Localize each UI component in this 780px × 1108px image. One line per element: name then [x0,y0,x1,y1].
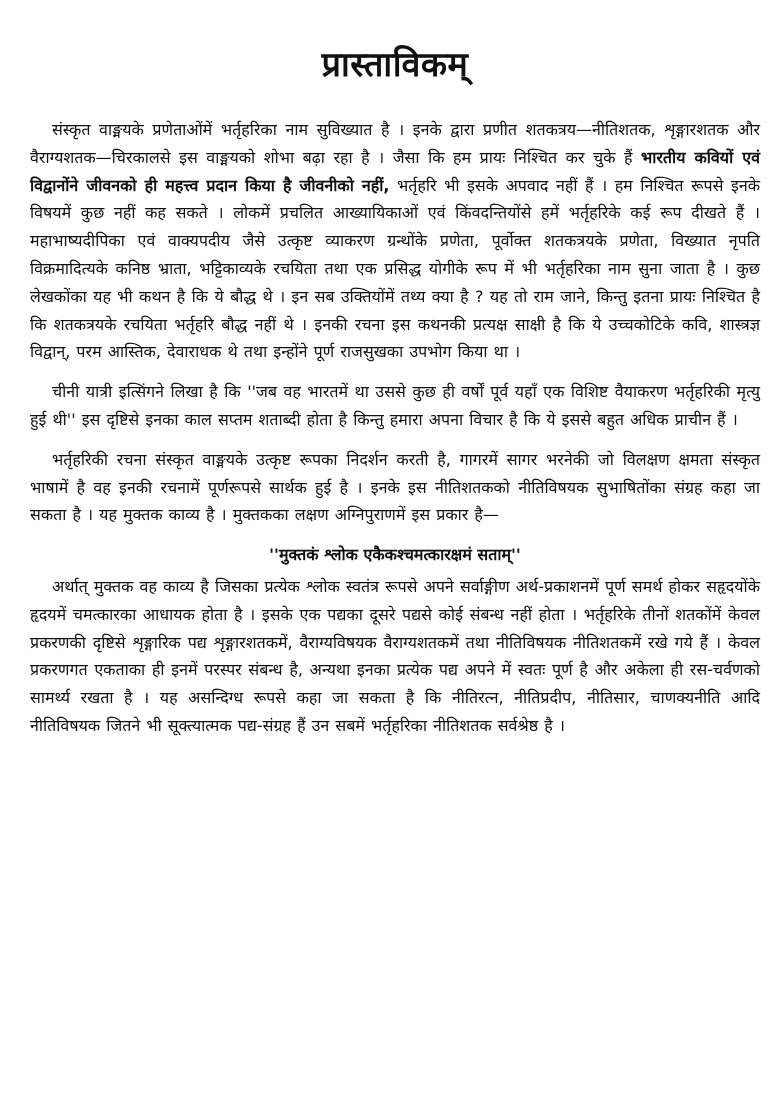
paragraph-text: भर्तृहरि भी इसके अपवाद नहीं हैं । हम निश्चित रूपसे इनके विषयमें कुछ नहीं कह सकते । लोकमें प्रचलित आख्यायिकाओं एवं किंवदन्तियोंसे हमें भर्तृहरिके कई रूप दीखते हैं । महाभाष्यदीपिका एवं वाक्यपदीय जैसे उत्कृष्ट व्याकरण ग्रन्थोंके प्रणेता, पूर्वोक्त शतकत्रयके प्रणेता, विख्यात नृपति विक्रमादित्यके कनिष्ठ भ्राता, भट्टिकाव्यके रचयिता तथा एक प्रसिद्ध योगीके रूप में भी भर्तृहरिका नाम सुना जाता है । कुछ लेखकोंका यह भी कथन है कि ये बौद्ध थे । इन सब उक्तियोंमें तथ्य क्या है ? यह तो राम जाने, किन्तु इतना प्रायः निश्चित है कि शतकत्रयके रचयिता भर्तृहरि बौद्ध नहीं थे । इनकी रचना इस कथनकी प्रत्यक्ष साक्षी है कि ये उच्चकोटिके कवि, शास्त्रज्ञ विद्वान्, परम आस्तिक, देवाराधक थे तथा इन्होंने पूर्ण राजसुखका उपभोग किया था । [30,175,761,362]
paragraph-text: संस्कृत वाङ्मयके प्रणेताओंमें भर्तृहरिका नाम सुविख्यात है । इनके द्वारा प्रणीत शतकत्रय—नीतिशतक, शृङ्गारशतक और वैराग्यशतक—चिरकालसे इस वाङ्मयको शोभा बढ़ा रहा है । जैसा कि हम प्रायः निश्चित कर चुके हैं [30,120,760,167]
paragraph-introduction [30,116,760,366]
paragraph-muktaka: भर्तृहरिकी रचना संस्कृत वाङ्मयके उत्कृष्ट रूपका निदर्शन करती है, गागरमें सागर भरनेकी जो विलक्षण क्षमता संस्कृत भाषामें है वह इनकी रचनामें पूर्णरूपसे सार्थक हुई है । इनके इस नीतिशतकको नीतिविषयक सुभाषितोंका संग्रह कहा जा सकता है । यह मुक्तक काव्य है । मुक्तकका लक्षण अग्निपुराणमें इस प्रकार है— [30,449,760,525]
paragraph-chinese-traveller: चीनी यात्री इत्सिंगने लिखा है कि ''जब वह भारतमें था उससे कुछ ही वर्षों पूर्व यहाँ एक विशिष्ट वैयाकरण भर्तृहरिकी मृत्यु हुई थी'' इस दृष्टिसे इनका काल सप्तम शताब्दी होता है किन्तु हमारा अपना विचार है कि ये इससे बहुत अधिक प्राचीन हैं । [30,382,760,429]
block-quote: ''मुक्तकं श्लोक एकैकश्चमत्कारक्षमं सताम्'' [269,545,521,565]
page-title: प्रास्ताविकम् [321,45,469,85]
paragraph-nitishataka: अर्थात् मुक्तक वह काव्य है जिसका प्रत्येक श्लोक स्वतंत्र रूपसे अपने सर्वाङ्गीण अर्थ-प्रकाशनमें पूर्ण समर्थ होकर सहृदयोंके हृदयमें चमत्कारका आधायक होता है । इसके एक पद्यका दूसरे पद्यसे कोई संबन्ध नहीं होता । भर्तृहरिके तीनों शतकोंमें केवल प्रकरणकी दृष्टिसे शृङ्गारिक पद्य शृङ्गारशतकमें, वैराग्यविषयक वैराग्यशतकमें तथा नीतिविषयक नीतिशतकमें रखे गये हैं । केवल प्रकरणगत एकताका ही इनमें परस्पर संबन्ध है, अन्यथा इनका प्रत्येक पद्य अपने में स्वतः पूर्ण है और अकेला ही रस-चर्वणको सामर्थ्य रखता है । यह असन्दिग्ध रूपसे कहा जा सकता है कि नीतिरत्न, नीतिप्रदीप, नीतिसार, चाणक्यनीति आदि नीतिविषयक जितने भी सूक्त्यात्मक पद्य-संग्रह हैं उन सबमें भर्तृहरिका नीतिशतक सर्वश्रेष्ठ है । [30,576,760,735]
emphasized-text: भारतीय कवियों एवं विद्वानोंने जीवनको ही महत्त्व प्रदान किया है जीवनीको नहीं, [30,147,760,195]
